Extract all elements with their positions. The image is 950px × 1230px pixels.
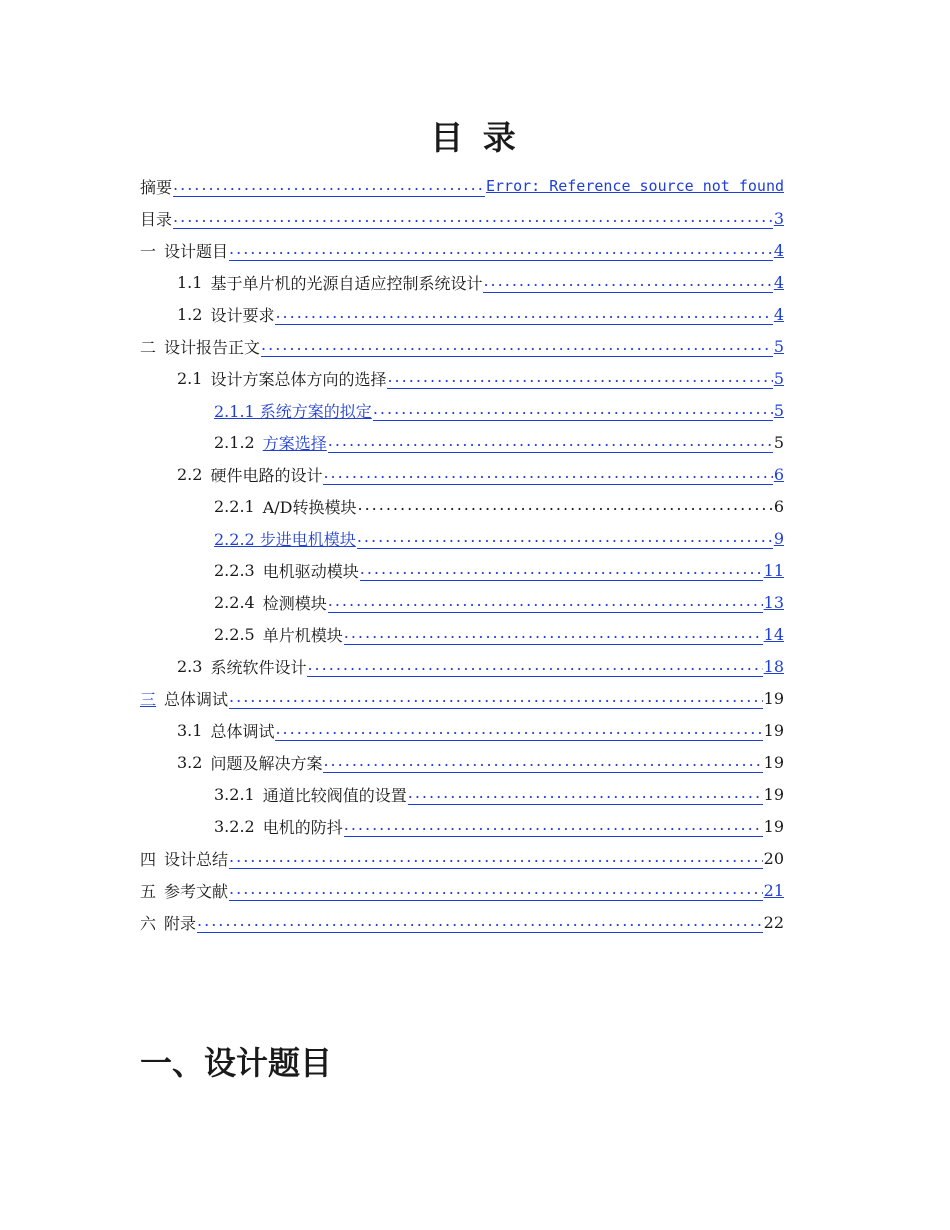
toc-entry-page: 22	[763, 912, 784, 932]
toc-entry-page: 19	[763, 688, 784, 708]
toc-entry-number: 二	[140, 337, 157, 357]
toc-entry-label: 硬件电路的设计	[210, 465, 323, 485]
toc-entry-label: 总体调试	[164, 689, 229, 709]
toc-leader	[358, 496, 773, 516]
toc-leader	[197, 912, 763, 933]
toc-leader	[344, 816, 763, 837]
toc-leader	[483, 272, 772, 293]
toc-entry-label: 设计题目	[164, 241, 229, 261]
toc-entry-label: 设计报告正文	[164, 337, 261, 357]
toc-entry-number: 2.2.3	[214, 560, 255, 580]
toc-leader	[323, 752, 762, 773]
toc-entry-page: 19	[763, 816, 784, 836]
toc-entry-3-2-1[interactable]	[140, 778, 784, 810]
toc-entry-chapter-5[interactable]	[140, 874, 784, 906]
toc-entry-label: 检测模块	[262, 593, 327, 613]
toc-entry-1-2[interactable]	[140, 298, 784, 330]
toc-entry-label: 系统软件设计	[210, 657, 307, 677]
toc-entry-label: 问题及解决方案	[210, 753, 323, 773]
toc-entry-page[interactable]: 5	[773, 368, 784, 388]
toc-leader	[229, 880, 763, 901]
toc-leader	[344, 624, 763, 645]
toc-entry-label: 目录	[140, 209, 173, 229]
toc-entry-number: 2.1	[177, 368, 203, 388]
toc-entry-number: 3.2.2	[214, 816, 255, 836]
toc-entry-label[interactable]: 2.1.1 系统方案的拟定	[214, 401, 372, 421]
toc-entry-page[interactable]: 18	[763, 656, 784, 676]
toc-leader	[229, 240, 773, 261]
toc-entry-page[interactable]: 5	[773, 336, 784, 356]
toc-entry-page[interactable]: 14	[763, 624, 784, 644]
toc-entry-page[interactable]: 13	[763, 592, 784, 612]
toc-entry-page: 19	[763, 720, 784, 740]
section-heading: 一、设计题目	[140, 1044, 333, 1082]
toc-entry-page: 5	[773, 432, 784, 452]
toc-entry-page[interactable]: 21	[763, 880, 784, 900]
toc-entry-2-2-4[interactable]	[140, 586, 784, 618]
toc-leader	[387, 368, 772, 389]
toc-entry-label: 基于单片机的光源自适应控制系统设计	[210, 273, 483, 293]
toc-entry-number: 五	[140, 881, 157, 901]
toc-leader	[307, 656, 762, 677]
toc-entry-number: 六	[140, 913, 157, 933]
toc-entry-number: 1.1	[177, 272, 203, 292]
toc-entry-number: 2.2.1	[214, 496, 255, 516]
toc-entry-number: 2.1.2	[214, 432, 255, 452]
toc-entry-page[interactable]: 3	[773, 208, 784, 228]
toc-entry-2-2-1	[140, 490, 784, 522]
toc-entry-page[interactable]: 4	[773, 240, 784, 260]
toc-entry-2-2-2[interactable]	[140, 522, 784, 554]
toc-entry-abstract[interactable]	[140, 170, 784, 202]
toc-entry-label: 电机驱动模块	[262, 561, 359, 581]
toc-entry-chapter-2[interactable]	[140, 330, 784, 362]
toc-leader	[328, 592, 763, 613]
toc-leader	[261, 336, 773, 357]
toc-entry-2-2[interactable]	[140, 458, 784, 490]
toc-entry-1-1[interactable]	[140, 266, 784, 298]
toc-entry-2-2-3[interactable]	[140, 554, 784, 586]
toc-leader	[275, 304, 772, 325]
toc-leader	[229, 848, 763, 869]
toc-entry-page: 19	[763, 784, 784, 804]
toc-entry-page[interactable]: 5	[773, 400, 784, 420]
toc-entry-3-1[interactable]	[140, 714, 784, 746]
toc-entry-number: 1.2	[177, 304, 203, 324]
toc-entry-2-3[interactable]	[140, 650, 784, 682]
toc-entry-page: 19	[763, 752, 784, 772]
toc-leader	[357, 528, 773, 549]
toc-entry-3-2-2[interactable]	[140, 810, 784, 842]
toc-leader	[173, 176, 485, 197]
toc-entry-number: 一	[140, 241, 157, 261]
toc-leader	[323, 464, 772, 485]
toc-entry-number: 2.2.4	[214, 592, 255, 612]
toc-leader	[275, 720, 762, 741]
toc-entry-label: 参考文献	[164, 881, 229, 901]
toc-entry-label: 摘要	[140, 177, 173, 197]
toc-leader	[360, 560, 763, 581]
toc-entry-number: 3.2.1	[214, 784, 255, 804]
toc-leader	[229, 688, 763, 709]
toc-entry-2-1[interactable]	[140, 362, 784, 394]
toc-entry-label: 单片机模块	[262, 625, 343, 645]
toc-title: 目 录	[430, 118, 520, 157]
toc-entry-number: 3.1	[177, 720, 203, 740]
toc-entry-number: 2.2.5	[214, 624, 255, 644]
toc-entry-number: 2.2	[177, 464, 203, 484]
toc-entry-number: 2.3	[177, 656, 203, 676]
toc-entry-chapter-4[interactable]	[140, 842, 784, 874]
toc-entry-number[interactable]: 三	[140, 689, 157, 709]
toc-entry-label: 设计方案总体方向的选择	[210, 369, 387, 389]
toc-leader	[328, 432, 773, 453]
toc-entry-label: 设计要求	[210, 305, 275, 325]
toc-entry-chapter-1[interactable]	[140, 234, 784, 266]
toc-entry-label: 总体调试	[210, 721, 275, 741]
toc-entry-label[interactable]: 方案选择	[262, 433, 327, 453]
toc-entry-page: 20	[763, 848, 784, 868]
toc-entry-label[interactable]: 2.2.2 步进电机模块	[214, 529, 356, 549]
table-of-contents	[140, 170, 784, 938]
toc-entry-2-1-2[interactable]	[140, 426, 784, 458]
toc-entry-page[interactable]: 4	[773, 304, 784, 324]
toc-entry-chapter-6[interactable]	[140, 906, 784, 938]
toc-entry-page[interactable]: 4	[773, 272, 784, 292]
toc-entry-label: 通道比较阀值的设置	[262, 785, 407, 805]
toc-entry-contents[interactable]	[140, 202, 784, 234]
toc-entry-page[interactable]: Error: Reference source not found	[485, 177, 784, 195]
toc-entry-page[interactable]: 9	[773, 528, 784, 548]
toc-entry-label: 电机的防抖	[262, 817, 343, 837]
toc-entry-2-1-1[interactable]	[140, 394, 784, 426]
toc-entry-page: 6	[773, 496, 784, 516]
toc-entry-page[interactable]: 6	[773, 464, 784, 484]
toc-entry-label: A/D转换模块	[262, 497, 357, 517]
toc-leader	[373, 400, 773, 421]
toc-entry-label: 附录	[164, 913, 197, 933]
toc-entry-number: 四	[140, 849, 157, 869]
toc-leader	[173, 208, 773, 229]
toc-entry-chapter-3[interactable]	[140, 682, 784, 714]
toc-leader	[408, 784, 763, 805]
toc-entry-label: 设计总结	[164, 849, 229, 869]
toc-entry-3-2[interactable]	[140, 746, 784, 778]
toc-entry-page[interactable]: 11	[763, 560, 784, 580]
toc-entry-number: 3.2	[177, 752, 203, 772]
toc-entry-2-2-5[interactable]	[140, 618, 784, 650]
